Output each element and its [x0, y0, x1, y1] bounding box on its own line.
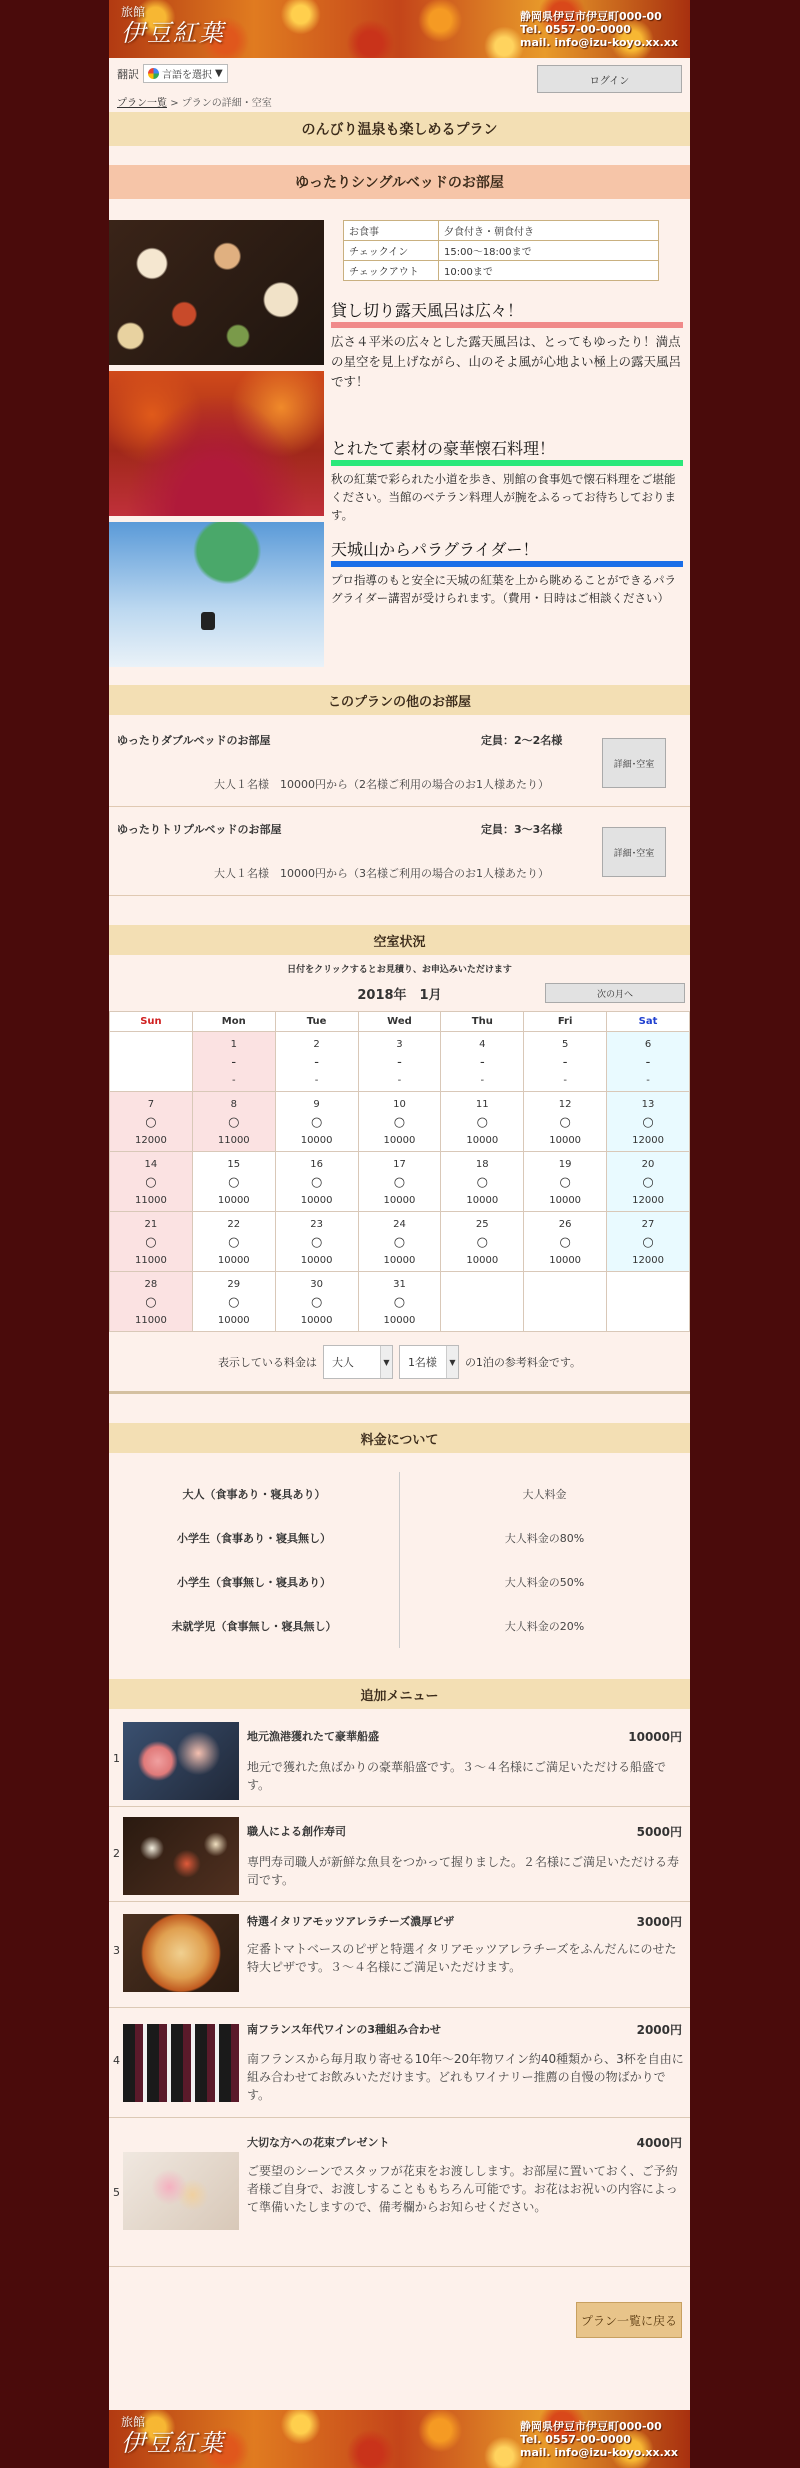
plan-info-table: [343, 220, 659, 281]
item-number: 2: [113, 1847, 120, 1860]
footer-logo[interactable]: 旅館 伊豆紅葉: [121, 2415, 225, 2457]
calendar-month: 2018年 1月: [357, 988, 442, 1003]
room-price: 大人１名様 10000円から（3名様ご利用の場合のお1人様あたり）: [214, 867, 549, 880]
calendar-week: [110, 1272, 690, 1332]
day-price: 11000: [135, 1195, 167, 1206]
day-number: 17: [393, 1159, 406, 1170]
feature-kaiseki: [331, 436, 683, 524]
footer-banner: [109, 2410, 690, 2468]
day-price: 10000: [217, 1255, 250, 1266]
item-title: 大切な方への花束プレゼント: [247, 2136, 390, 2149]
day-number: 28: [144, 1279, 158, 1290]
extra-item: [109, 1714, 690, 1807]
sushi-photo: [123, 1817, 239, 1895]
availability-mark: -: [231, 1055, 237, 1070]
other-rooms-heading: このプランの他のお部屋: [109, 685, 690, 715]
day-price: 10000: [383, 1255, 416, 1266]
room-name: ゆったりダブルベッドのお部屋: [117, 734, 271, 747]
day-price: -: [646, 1075, 650, 1086]
day-price: 10000: [300, 1255, 333, 1266]
day-price: -: [480, 1075, 485, 1086]
feature-text: 広さ４平米の広々とした露天風呂は、とってもゆったり！満点の星空を見上げながら、山のそよ風が心地よい極上の露天風呂です！: [331, 334, 682, 389]
day-number: 23: [310, 1219, 323, 1230]
calendar-empty-cell: [441, 1272, 524, 1332]
availability-mark: ○: [145, 1295, 157, 1310]
fee-selector: [109, 1345, 690, 1379]
day-price: 10000: [300, 1135, 333, 1146]
fee-prefix: 表示している料金は: [217, 1356, 317, 1369]
availability-mark: -: [479, 1055, 485, 1070]
availability-mark: ○: [228, 1175, 240, 1190]
calendar-day[interactable]: [607, 1212, 690, 1272]
breadcrumb: [117, 94, 272, 109]
calendar-day[interactable]: [192, 1032, 275, 1092]
calendar-day[interactable]: [524, 1212, 607, 1272]
day-number: 19: [558, 1159, 572, 1170]
item-number: 5: [113, 2186, 120, 2199]
calendar-day[interactable]: [524, 1092, 607, 1152]
calendar-day[interactable]: [358, 1092, 441, 1152]
availability-mark: -: [562, 1055, 568, 1070]
calendar-week: [110, 1212, 690, 1272]
paraglider-photo: [109, 522, 324, 667]
room-item: [109, 811, 690, 896]
tel: Tel. 0557-00-0000: [520, 2433, 631, 2446]
day-price: 10000: [383, 1135, 416, 1146]
day-price: 12000: [632, 1135, 664, 1146]
availability-mark: ○: [393, 1295, 406, 1310]
availability-mark: ○: [476, 1175, 488, 1190]
translate-widget: [117, 64, 228, 83]
day-number: 1: [230, 1039, 237, 1050]
calendar-day[interactable]: [275, 1032, 358, 1092]
calendar-day[interactable]: [275, 1152, 358, 1212]
day-number: 20: [641, 1159, 655, 1170]
calendar-day[interactable]: [110, 1212, 193, 1272]
day-price: -: [563, 1075, 567, 1086]
availability-mark: ○: [559, 1115, 571, 1130]
room-price: 大人１名様 10000円から（2名様ご利用の場合のお1人様あたり）: [214, 778, 549, 791]
person-count-select[interactable]: 1名様 ▼: [399, 1345, 459, 1379]
day-number: 18: [475, 1159, 489, 1170]
breadcrumb-plan-list[interactable]: プラン一覧: [117, 98, 167, 109]
weekday-label: Wed: [358, 1012, 441, 1032]
day-price: 10000: [549, 1135, 582, 1146]
availability-mark: ○: [476, 1115, 488, 1130]
fee-suffix: の1泊の参考料金です。: [464, 1356, 582, 1369]
availability-mark: ○: [559, 1235, 571, 1250]
pricing-row: 大人（食事あり・寝具あり） 大人料金: [182, 1488, 567, 1501]
item-price: 3000円: [636, 1915, 682, 1929]
day-price: 10000: [549, 1195, 582, 1206]
availability-calendar: [109, 1011, 690, 1332]
availability-mark: -: [397, 1055, 402, 1070]
calendar-day[interactable]: [441, 1152, 524, 1212]
calendar-day[interactable]: [358, 1212, 441, 1272]
breadcrumb-current: > プランの詳細・空室: [170, 98, 272, 109]
availability-mark: ○: [642, 1115, 654, 1130]
calendar-day[interactable]: [110, 1092, 193, 1152]
pricing-heading: 料金について: [109, 1423, 690, 1453]
day-number: 14: [144, 1159, 158, 1170]
day-number: 2: [313, 1039, 320, 1050]
day-number: 9: [313, 1099, 320, 1110]
day-number: 10: [393, 1099, 406, 1110]
day-price: 11000: [135, 1255, 167, 1266]
next-month-button[interactable]: 次の月へ: [545, 983, 685, 1003]
extra-item: [109, 2009, 690, 2118]
room-item: [109, 722, 690, 807]
feature-title: 貸し切り露天風呂は広々！: [331, 301, 524, 320]
day-number: 13: [641, 1099, 655, 1110]
availability-mark: -: [645, 1055, 651, 1070]
day-number: 5: [561, 1039, 569, 1050]
calendar-day[interactable]: [192, 1092, 275, 1152]
day-number: 4: [479, 1039, 486, 1050]
day-price: -: [231, 1075, 236, 1086]
bouquet-photo: [123, 2152, 239, 2230]
calendar-day[interactable]: [110, 1152, 193, 1212]
pricing-row: 小学生（食事あり・寝具無し） 大人料金の80%: [177, 1532, 585, 1545]
day-price: 10000: [466, 1255, 499, 1266]
table-row: チェックアウト 10:00まで: [344, 261, 659, 281]
item-title: 地元漁港獲れたて豪華船盛: [247, 1730, 379, 1743]
address: 静岡県伊豆市伊豆町000-00: [520, 10, 662, 23]
day-number: 3: [396, 1039, 403, 1050]
room-detail-button[interactable]: 詳細･空室: [602, 738, 666, 788]
pricing-row: 小学生（食事無し・寝具あり） 大人料金の50%: [177, 1576, 585, 1589]
funamori-photo: [123, 1722, 239, 1800]
item-price: 5000円: [636, 1825, 682, 1839]
chevron-down-icon: ▼: [380, 1346, 392, 1378]
day-number: 31: [393, 1279, 406, 1290]
feature-underline: [331, 322, 683, 328]
availability-mark: ○: [393, 1235, 406, 1250]
calendar-day[interactable]: [524, 1032, 607, 1092]
item-desc: 南フランスから毎月取り寄せる10年～20年物ワイン約40種類から、3杯を自由に組み合わせてお飲みいただけます。どれもワイナリー推薦の自慢の物ばかりです。: [247, 2052, 684, 2102]
day-price: 10000: [383, 1195, 416, 1206]
weekday-label: Tue: [275, 1012, 358, 1032]
item-title: 特選イタリアモッツアレラチーズ濃厚ピザ: [247, 1915, 455, 1928]
google-icon: [148, 68, 159, 79]
extras-heading: 追加メニュー: [109, 1679, 690, 1709]
room-detail-button[interactable]: 詳細･空室: [602, 827, 666, 877]
weekday-label: Mon: [192, 1012, 275, 1032]
availability-mark: ○: [559, 1175, 571, 1190]
day-price: -: [314, 1075, 319, 1086]
calendar-day[interactable]: [358, 1032, 441, 1092]
logo[interactable]: 旅館 伊豆紅葉: [121, 5, 225, 47]
feature-onsen: [331, 298, 683, 392]
day-number: 24: [393, 1219, 406, 1230]
top-bar: [109, 58, 690, 110]
wine-photo: [123, 2024, 239, 2102]
day-number: 22: [227, 1219, 241, 1230]
login-button[interactable]: ログイン: [537, 65, 682, 93]
mail: mail. info@izu-koyo.xx.xx: [520, 36, 678, 49]
day-number: 25: [475, 1219, 489, 1230]
calendar-day[interactable]: [607, 1092, 690, 1152]
feature-underline: [331, 460, 683, 466]
tel: Tel. 0557-00-0000: [520, 23, 631, 36]
item-desc: 定番トマトベースのピザと特選イタリアモッツアレラチーズをふんだんにのせた特大ピザです。３～４名様にご満足いただけます。: [247, 1942, 677, 1974]
item-price: 2000円: [636, 2023, 682, 2037]
day-price: 10000: [466, 1195, 499, 1206]
pricing-row: 未就学児（食事無し・寝具無し） 大人料金の20%: [171, 1620, 585, 1633]
translate-label: 翻訳: [117, 67, 139, 81]
item-number: 1: [113, 1752, 120, 1765]
room-name: ゆったりトリプルベッドのお部屋: [117, 823, 282, 836]
availability-heading: 空室状況: [109, 925, 690, 955]
day-number: 26: [558, 1219, 572, 1230]
calendar-day[interactable]: [358, 1152, 441, 1212]
day-number: 6: [644, 1039, 652, 1050]
availability-mark: ○: [393, 1115, 406, 1130]
availability-mark: ○: [310, 1295, 323, 1310]
extra-item: [109, 1904, 690, 2008]
calendar-day[interactable]: [358, 1272, 441, 1332]
autumn-path-photo: [109, 371, 324, 516]
calendar-week: [110, 1032, 690, 1092]
item-title: 職人による創作寿司: [247, 1825, 346, 1838]
extra-item: [109, 1809, 690, 1902]
day-number: 16: [310, 1159, 323, 1170]
availability-mark: ○: [145, 1235, 157, 1250]
calendar-day[interactable]: [275, 1272, 358, 1332]
item-title: 南フランス年代ワインの3種組み合わせ: [247, 2023, 441, 2036]
calendar-day[interactable]: [192, 1212, 275, 1272]
weekday-header: [110, 1012, 690, 1032]
room-capacity: 定員：2～2名様: [481, 734, 563, 747]
calendar-day[interactable]: [524, 1152, 607, 1212]
availability-mark: ○: [145, 1175, 157, 1190]
availability-mark: ○: [145, 1115, 157, 1130]
day-number: 8: [230, 1099, 237, 1110]
kaiseki-photo: [109, 220, 324, 365]
day-price: 10000: [300, 1315, 333, 1326]
calendar-day[interactable]: [441, 1032, 524, 1092]
feature-paraglider: [331, 537, 683, 607]
chevron-down-icon: ▼: [446, 1346, 458, 1378]
item-number: 3: [113, 1944, 120, 1957]
address: 静岡県伊豆市伊豆町000-00: [520, 2420, 662, 2433]
day-price: -: [397, 1075, 402, 1086]
availability-mark: ○: [310, 1115, 323, 1130]
person-type-select[interactable]: 大人 ▼: [323, 1345, 393, 1379]
day-number: 21: [144, 1219, 158, 1230]
day-price: 10000: [466, 1135, 499, 1146]
back-to-plan-list-button[interactable]: プラン一覧に戻る: [576, 2302, 682, 2338]
day-number: 15: [227, 1159, 241, 1170]
feature-underline: [331, 561, 683, 567]
contact-info: [520, 10, 678, 49]
calendar-day[interactable]: [441, 1212, 524, 1272]
day-price: 11000: [217, 1135, 250, 1146]
availability-mark: ○: [310, 1235, 323, 1250]
day-number: 11: [475, 1099, 489, 1110]
availability-mark: ○: [310, 1175, 323, 1190]
availability-mark: ○: [228, 1295, 240, 1310]
calendar-day[interactable]: [275, 1212, 358, 1272]
item-number: 4: [113, 2054, 120, 2067]
room-capacity: 定員：3～3名様: [481, 823, 563, 836]
calendar-week: [110, 1092, 690, 1152]
calendar-day[interactable]: [192, 1272, 275, 1332]
day-number: 27: [641, 1219, 655, 1230]
feature-text: プロ指導のもと安全に天城の紅葉を上から眺めることができるパラグライダー講習が受けられます。（費用・日時はご相談ください）: [331, 573, 676, 605]
weekday-label: Sun: [110, 1012, 193, 1032]
header-banner: [109, 0, 690, 58]
availability-mark: ○: [393, 1175, 406, 1190]
calendar-empty-cell: [110, 1032, 193, 1092]
calendar-day[interactable]: [607, 1032, 690, 1092]
day-price: 10000: [549, 1255, 582, 1266]
extra-item: [109, 2120, 690, 2267]
room-title: ゆったりシングルベッドのお部屋: [109, 165, 690, 199]
calendar-empty-cell: [607, 1272, 690, 1332]
day-price: 12000: [135, 1135, 167, 1146]
table-row: お食事 夕食付き・朝食付き: [344, 221, 659, 241]
item-desc: 地元で獲れた魚ばかりの豪華船盛です。３～４名様にご満足いただける船盛です。: [247, 1760, 667, 1792]
day-number: 29: [227, 1279, 241, 1290]
calendar-day[interactable]: [441, 1092, 524, 1152]
day-price: 10000: [217, 1195, 250, 1206]
calendar-empty-cell: [524, 1272, 607, 1332]
mail: mail. info@izu-koyo.xx.xx: [520, 2446, 678, 2459]
calendar-day[interactable]: [275, 1092, 358, 1152]
day-price: 10000: [383, 1315, 416, 1326]
feature-text: 秋の紅葉で彩られた小道を歩き、別館の食事処で懐石料理をご堪能ください。当館のベテラン料理人が腕をふるってお待ちしております。: [331, 472, 676, 522]
calendar-note: 日付をクリックするとお見積り、お申込みいただけます: [287, 965, 512, 975]
availability-mark: ○: [642, 1235, 654, 1250]
day-price: 12000: [632, 1255, 664, 1266]
weekday-label: Sat: [607, 1012, 690, 1032]
calendar-week: [110, 1152, 690, 1212]
item-price: 10000円: [628, 1730, 682, 1744]
feature-title: 天城山からパラグライダー！: [331, 540, 539, 559]
divider: [109, 1391, 690, 1394]
plan-title: のんびり温泉も楽しめるプラン: [109, 112, 690, 146]
item-price: 4000円: [636, 2136, 682, 2150]
item-desc: ご要望のシーンでスタッフが花束をお渡しします。お部屋に置いておく、ご予約者様ご自身で、お渡しすることももちろん可能です。お花はお祝いの内容によって準備いたしますので、備考欄からお知らせください。: [247, 2164, 678, 2214]
item-desc: 専門寿司職人が新鮮な魚貝をつかって握りました。２名様にご満足いただける寿司です。: [247, 1855, 680, 1887]
day-price: 11000: [135, 1315, 167, 1326]
footer-contact-info: [520, 2420, 678, 2459]
availability-mark: ○: [228, 1235, 240, 1250]
availability-mark: -: [314, 1055, 319, 1070]
table-row: チェックイン 15:00～18:00まで: [344, 241, 659, 261]
day-price: 12000: [632, 1195, 664, 1206]
day-number: 30: [310, 1279, 323, 1290]
day-number: 7: [147, 1099, 155, 1110]
page: [109, 0, 690, 2468]
language-select[interactable]: 言語を選択 ▼: [143, 64, 228, 83]
calendar-day[interactable]: [607, 1152, 690, 1212]
day-price: 10000: [217, 1315, 250, 1326]
chevron-down-icon: ▼: [215, 68, 223, 79]
weekday-label: Thu: [441, 1012, 524, 1032]
pizza-photo: [123, 1914, 239, 1992]
availability-mark: ○: [228, 1115, 240, 1130]
availability-mark: ○: [642, 1175, 654, 1190]
calendar-day[interactable]: [110, 1272, 193, 1332]
calendar-day[interactable]: [192, 1152, 275, 1212]
availability-mark: ○: [476, 1235, 488, 1250]
weekday-label: Fri: [524, 1012, 607, 1032]
day-price: 10000: [300, 1195, 333, 1206]
feature-title: とれたて素材の豪華懐石料理！: [331, 439, 556, 458]
day-number: 12: [558, 1099, 572, 1110]
paraglider-figure: [201, 612, 215, 630]
